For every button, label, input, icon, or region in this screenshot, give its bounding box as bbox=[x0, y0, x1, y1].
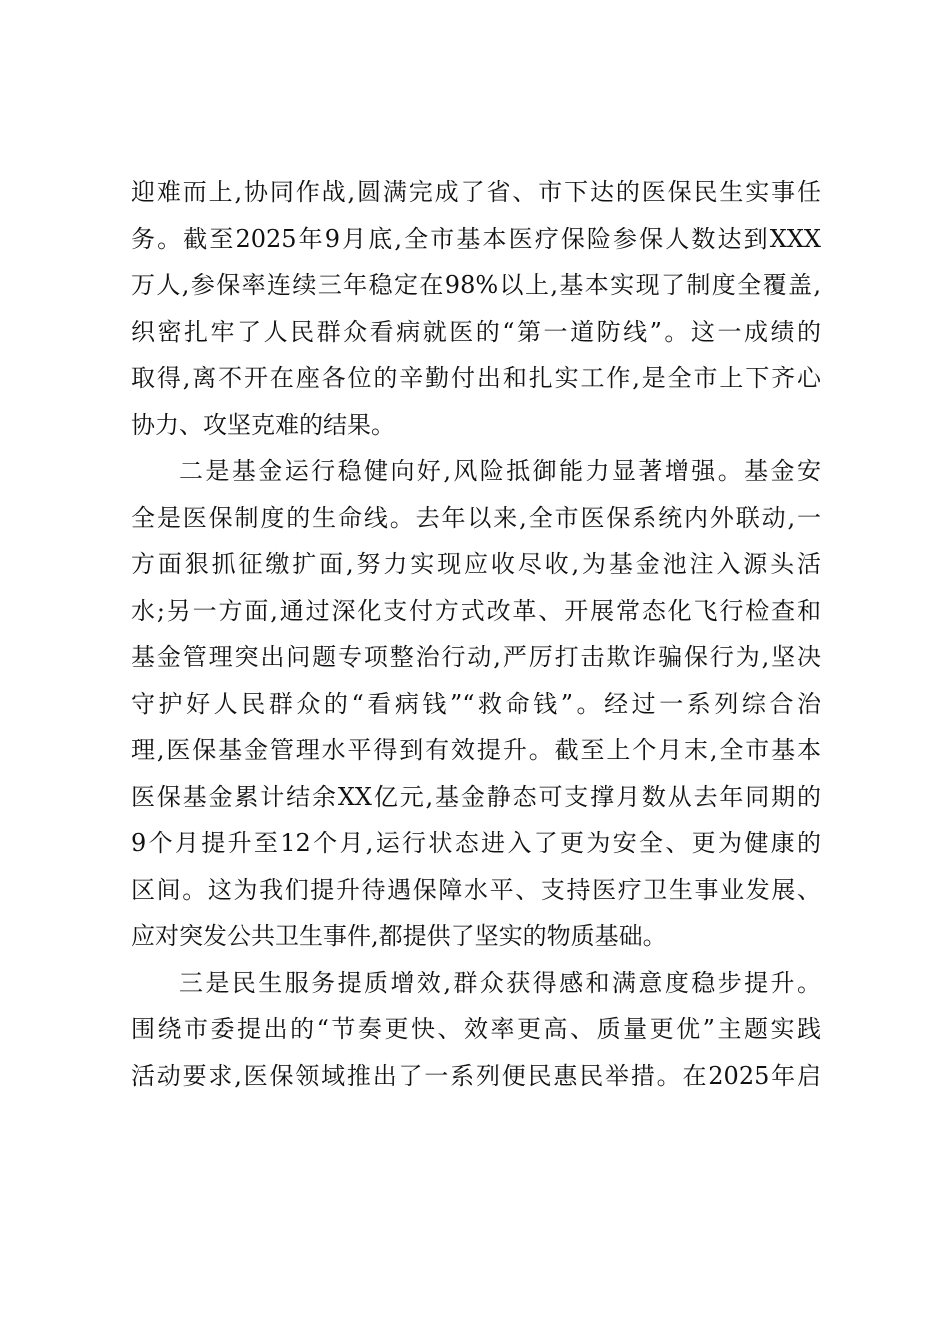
text-line: 区间。这为我们提升待遇保障水平、支持医疗卫生事业发展、 bbox=[131, 875, 821, 904]
text-line: 基金管理突出问题专项整治行动,严厉打击欺诈骗保行为,坚决 bbox=[131, 643, 821, 671]
text-line: 取得,离不开在座各位的辛勤付出和扎实工作,是全市上下齐心 bbox=[131, 364, 821, 392]
text-line: 活动要求,医保领域推出了一系列便民惠民举措。在2025年启 bbox=[131, 1061, 821, 1090]
text-line: 9个月提升至12个月,运行状态进入了更为安全、更为健康的 bbox=[131, 829, 821, 857]
text-line: 万人,参保率连续三年稳定在98%以上,基本实现了制度全覆盖, bbox=[131, 271, 821, 299]
text-line: 协力、攻坚克难的结果。 bbox=[131, 410, 395, 439]
text-line: 理,医保基金管理水平得到有效提升。截至上个月末,全市基本 bbox=[131, 736, 821, 764]
text-line: 全是医保制度的生命线。去年以来,全市医保系统内外联动,一 bbox=[131, 503, 821, 532]
paragraph-heading-line: 二是基金运行稳健向好,风险抵御能力显著增强。基金安 bbox=[179, 457, 821, 485]
text-line: 迎难而上,协同作战,圆满完成了省、市下达的医保民生实事任 bbox=[131, 178, 821, 206]
text-line: 守护好人民群众的“看病钱”“救命钱”。经过一系列综合治 bbox=[131, 689, 821, 718]
text-line: 方面狠抓征缴扩面,努力实现应收尽收,为基金池注入源头活 bbox=[131, 550, 821, 578]
document-body bbox=[131, 169, 821, 1099]
text-line: 织密扎牢了人民群众看病就医的“第一道防线”。这一成绩的 bbox=[131, 317, 821, 346]
text-line: 务。截至2025年9月底,全市基本医疗保险参保人数达到XXX bbox=[131, 224, 821, 253]
text-line: 水;另一方面,通过深化支付方式改革、开展常态化飞行检查和 bbox=[131, 596, 821, 625]
text-line: 围绕市委提出的“节奏更快、效率更高、质量更优”主题实践 bbox=[131, 1015, 821, 1043]
text-line: 医保基金累计结余XX亿元,基金静态可支撑月数从去年同期的 bbox=[131, 782, 821, 811]
text-line: 应对突发公共卫生事件,都提供了坚实的物质基础。 bbox=[131, 922, 667, 950]
paragraph-heading-line: 三是民生服务提质增效,群众获得感和满意度稳步提升。 bbox=[179, 968, 821, 997]
